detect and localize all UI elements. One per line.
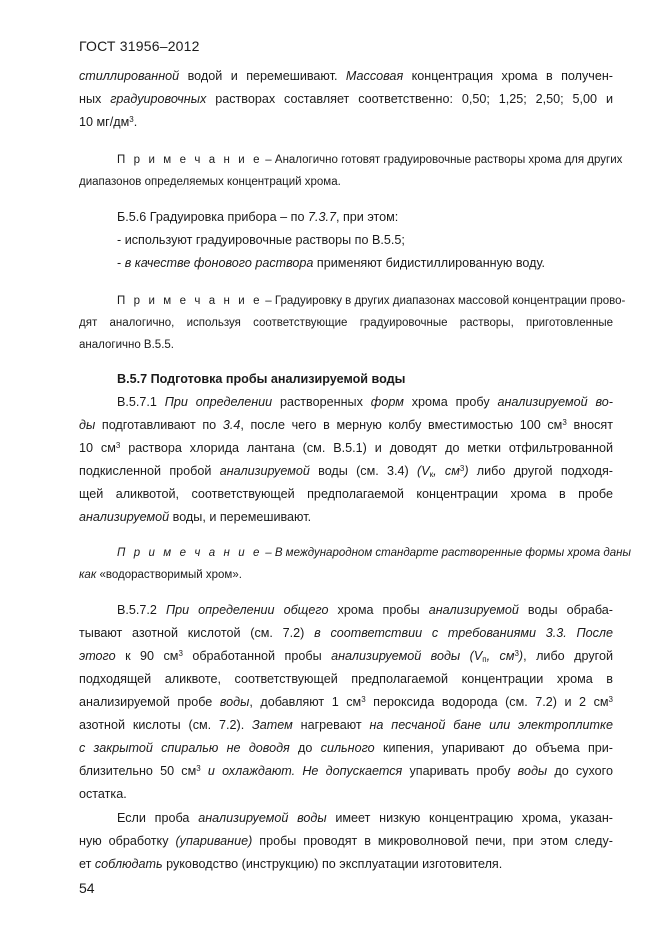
text-line: стиллированной водой и перемешивают. Массовая концентрация хрома в получен-	[79, 69, 614, 83]
text-line: - в качестве фонового раствора применяют бидистиллированную воду.	[117, 256, 546, 270]
text-line: Если проба анализируемой воды имеет низкую концентрацию хрома, указан-	[117, 811, 613, 825]
text-line: ды подготавливают по 3.4, после чего в мерную колбу вместимостью 100 $см^3$ вносят	[79, 418, 613, 432]
text-line: близительно 50 $см^3$ и охлаждают. Не допускается упаривать пробу воды до сухого	[79, 764, 613, 778]
text-line: - используют градуировочные растворы по В.5.5;	[117, 233, 405, 247]
note-label: П р и м е ч а н и е	[117, 154, 263, 166]
text-line: этого к 90 $см^3$ обработанной пробы анализируемой воды ($V_п$, $см^3$), либо другой	[79, 649, 613, 664]
note-label: П р и м е ч а н и е	[117, 547, 263, 559]
text-line: 10 $мг/дм^3$.	[79, 115, 138, 129]
text-line: 10 $см^3$ раствора хлорида лантана (см. В.5.1) и доводят до метки отфильтрованной	[79, 441, 613, 455]
text-line: диапазонов определяемых концентраций хрома.	[79, 176, 341, 188]
text-line: щей аликвотой, соответствующей предполагаемой концентрации хрома в пробе	[79, 487, 613, 501]
document-header: ГОСТ 31956–2012	[79, 38, 200, 54]
last-paragraph	[79, 807, 613, 876]
text-line: подкисленной пробой анализируемой воды (см. 3.4) ($V_к$, $см^3$) либо другой подходя-	[79, 464, 613, 479]
note-3	[79, 542, 631, 586]
text-line: тывают азотной кислотой (см. 7.2) в соответствии с требованиями 3.3. После	[79, 626, 613, 640]
text-line: аналогично В.5.5.	[79, 339, 174, 351]
text-line: анализируемой воды, и перемешивают.	[79, 510, 312, 524]
text-line: Б.5.6 Градуировка прибора – по 7.3.7, при этом:	[117, 210, 399, 224]
section-heading: В.5.7 Подготовка пробы анализируемой воды	[117, 372, 406, 386]
text-line: ных градуировочных растворах составляет соответственно: 0,50; 1,25; 2,50; 5,00 и	[79, 92, 613, 106]
text-line: ную обработку (упаривание) пробы проводят в микроволновой печи, при этом следу-	[79, 834, 613, 848]
text-line: В.5.7.1 При определении растворенных форм хрома пробу анализируемой во-	[117, 395, 613, 409]
text-line: П р и м е ч а н и е – В международном стандарте растворенные формы хрома даны	[117, 547, 631, 559]
section-b5572	[79, 599, 613, 806]
text-line: дят аналогично, используя соответствующие градуировочные растворы, приготовленные	[79, 317, 613, 329]
page-number: 54	[79, 880, 95, 896]
text-line: подходящей аликвоте, соответствующей предполагаемой концентрации хрома в	[79, 672, 613, 686]
note-label: П р и м е ч а н и е	[117, 295, 263, 307]
text-line: как «водорастворимый хром».	[79, 569, 242, 581]
text-line: П р и м е ч а н и е – Аналогично готовят градуировочные растворы хрома для других	[117, 154, 623, 166]
note-1	[79, 149, 623, 193]
text-line: ет соблюдать руководство (инструкцию) по эксплуатации изготовителя.	[79, 857, 503, 871]
text-line: азотной кислоты (см. 7.2). Затем нагревают на песчаной бане или электроплитке	[79, 718, 613, 732]
note-2	[79, 290, 626, 356]
text-line: П р и м е ч а н и е – Градуировку в других диапазонах массовой концентрации прово-	[117, 295, 626, 307]
section-b556	[79, 206, 613, 275]
text-line: анализируемой пробе воды, добавляют 1 $см^3$ пероксида водорода (см. 7.2) и 2 $см^3$	[79, 695, 613, 709]
text-line: с закрытой спиралью не доводя до сильного кипения, упаривают до объема при-	[79, 741, 614, 755]
section-b557	[79, 368, 613, 529]
text-line: В.5.7.2 При определении общего хрома пробы анализируемой воды обраба-	[117, 603, 613, 617]
text-line: остатка.	[79, 787, 127, 801]
intro-paragraph	[79, 65, 613, 134]
